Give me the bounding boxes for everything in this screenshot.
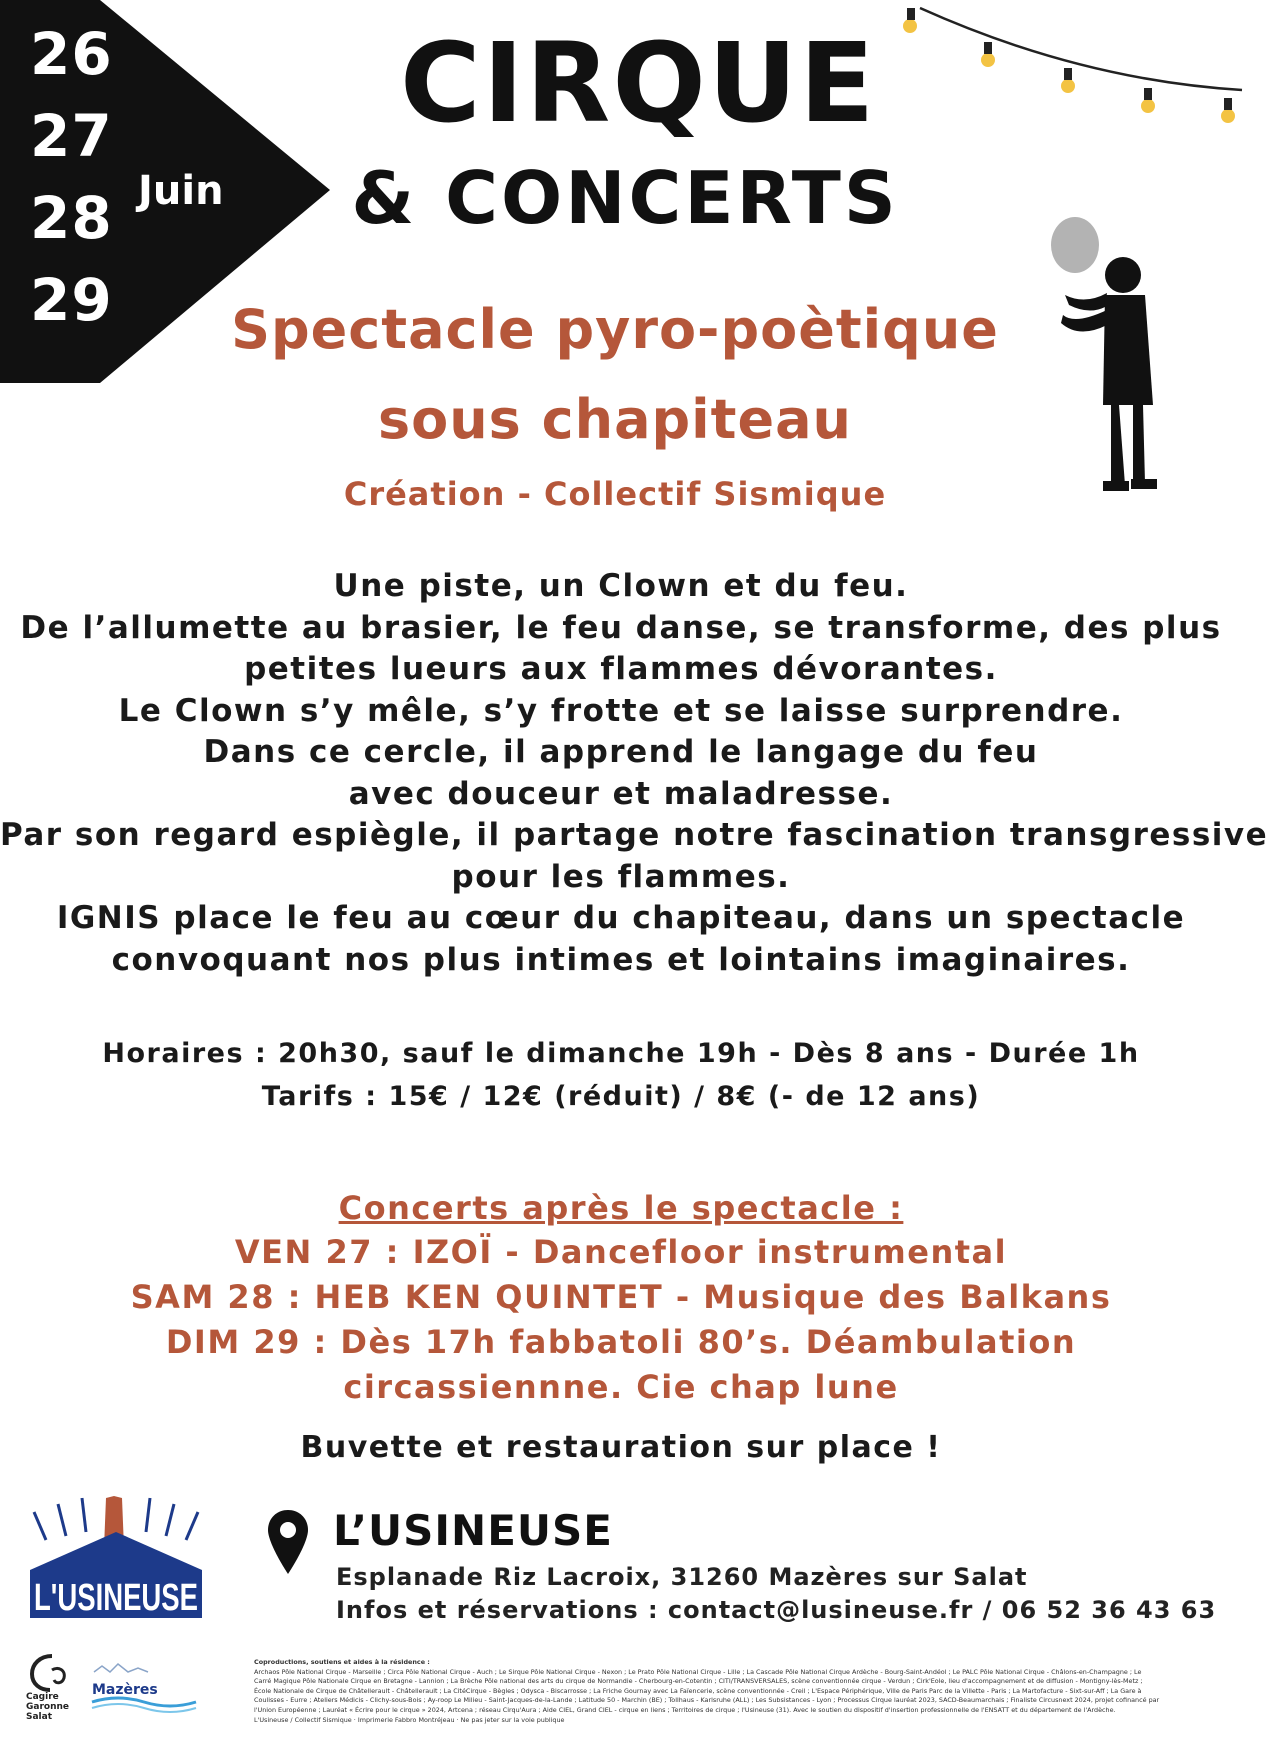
creation-credit: Création - Collectif Sismique: [343, 475, 887, 513]
usineuse-logo: [26, 1492, 206, 1622]
credits-line: Coulisses - Eurre ; Ateliers Médicis - Clichy-sous-Bois ; Ay-roop Le Milieu - Saint-Jacques-de-la-Lande ; Latitude 50 - Marchin (BE) ; Tollhaus - Karlsruhe (ALL) ; Les Subsistances - Lyon ; Processus Cirque lauréat 2023, SACD-Beaumarchais ; Finaliste Circusnext 2024, projet cofinancé par: [254, 1696, 1160, 1705]
description-line: Le Clown s’y mêle, s’y frotte et se laisse surprendre.: [118, 692, 1124, 729]
map-pin-icon: [266, 1508, 310, 1576]
buvette-note: Buvette et restauration sur place !: [300, 1430, 942, 1465]
subtitle-spectacle: Spectacle pyro-poètique: [231, 298, 999, 361]
concert-line-ven: VEN 27 : IZOÏ - Dancefloor instrumental: [234, 1233, 1008, 1271]
description: [0, 566, 1268, 981]
subtitle-chapiteau: sous chapiteau: [377, 388, 852, 451]
usineuse-logo-text: L'USINEUSE: [34, 1577, 198, 1619]
mazeres-text: Mazères: [92, 1682, 158, 1698]
venue-address: Esplanade Riz Lacroix, 31260 Mazères sur Salat: [336, 1563, 1028, 1591]
credits: [254, 1658, 1214, 1725]
description-line: IGNIS place le feu au cœur du chapiteau, dans un spectacle: [56, 900, 1186, 936]
description-line: pour les flammes.: [451, 858, 791, 895]
title-concerts: & CONCERTS: [351, 156, 899, 240]
description-line: Une piste, un Clown et du feu.: [333, 568, 909, 604]
clown-illustration-icon: [1045, 215, 1165, 500]
venue-contact: Infos et réservations : contact@lusineuse.fr / 06 52 36 43 63: [336, 1596, 1217, 1624]
date-day-29: 29: [30, 266, 113, 334]
credits-line: Carré Magique Pôle Nationale Cirque en Bretagne - Lannion ; La Brèche Pôle national des arts du cirque de Normandie - Cherbourg-en-Cotentin ; CITI/TRANSVERSALES, scène conventionnée cirque - Verdun ; Cirk'Eole, lieu d'accompagnement et de diffusion - Montigny-lès-Metz ;: [254, 1677, 1143, 1686]
concert-line-dim-continued: circassiennne. Cie chap lune: [343, 1368, 899, 1406]
description-line: convoquant nos plus intimes et lointains imaginaires.: [111, 941, 1131, 978]
description-line: Par son regard espiègle, il partage notre fascination transgressive: [0, 817, 1268, 853]
cagire-text-line: Cagire: [26, 1692, 59, 1702]
cagire-text-line: Garonne: [26, 1702, 70, 1712]
string-lights-icon: [880, 0, 1242, 140]
concert-line-sam: SAM 28 : HEB KEN QUINTET - Musique des Balkans: [130, 1278, 1112, 1316]
credits-line: L'Usineuse / Collectif Sismique · Imprimerie Fabbro Montréjeau · Ne pas jeter sur la voie publique: [254, 1715, 565, 1724]
credits-line: École Nationale de Cirque de Châtellerault - Châtellerault ; La CitéCirque - Bègles ; Odysca - Biscarrosse ; La Friche Gournay avec La Faïencerie, scène conventionnée - Creil ; L'Espace Périphérique, Ville de Paris Parc de la Villette - Paris ; La Martofacture - Sixt-sur-Aff ; La Gare à: [254, 1686, 1142, 1695]
credits-line: Archaos Pôle National Cirque - Marseille ; Circa Pôle National Cirque - Auch ; Le Sirque Pôle National Cirque - Nexon ; Le Prato Pôle National Cirque - Lille ; La Cascade Pôle National Cirque Ardèche - Bourg-Saint-Andéol ; Le PALC Pôle National Cirque - Châlons-en-Champagne ; Le: [254, 1667, 1142, 1676]
date-day-27: 27: [30, 102, 113, 170]
date-month: Juin: [138, 168, 224, 214]
concerts-section: [0, 1186, 1242, 1410]
venue-name: L’USINEUSE: [333, 1506, 613, 1555]
concert-line-dim: DIM 29 : Dès 17h fabbatoli 80’s. Déambulation: [165, 1323, 1077, 1361]
description-line: avec douceur et maladresse.: [348, 775, 894, 812]
prices-line: Tarifs : 15€ / 12€ (réduit) / 8€ (- de 12 ans): [261, 1081, 981, 1112]
schedule-line: Horaires : 20h30, sauf le dimanche 19h - Dès 8 ans - Durée 1h: [102, 1038, 1140, 1069]
cagire-text-line: Salat: [26, 1712, 53, 1722]
credits-heading: Coproductions, soutiens et aides à la résidence :: [254, 1658, 430, 1666]
credits-line: l'Union Européenne ; Lauréat « Écrire pour le cirque » 2024, Artcena ; réseau Cirqu'Aura ; Aide CIEL, Grand CIEL - cirque en liens ; Territoires de cirque ; l'Usineuse (31). Avec le soutien du dispositif d'insertion professionnelle de l'ENSATT et du département de l'Ardèche.: [254, 1705, 1116, 1714]
description-line: De l’allumette au brasier, le feu danse, se transforme, des plus: [20, 609, 1222, 646]
event-info: [0, 1032, 1242, 1118]
cagire-text: [26, 1692, 69, 1722]
date-day-28: 28: [30, 184, 113, 252]
title-cirque: CIRQUE: [400, 19, 877, 147]
date-day-26: 26: [30, 20, 113, 88]
description-line: petites lueurs aux flammes dévorantes.: [244, 651, 998, 687]
concerts-heading: Concerts après le spectacle :: [338, 1189, 904, 1227]
description-line: Dans ce cercle, il apprend le langage du feu: [203, 734, 1039, 770]
